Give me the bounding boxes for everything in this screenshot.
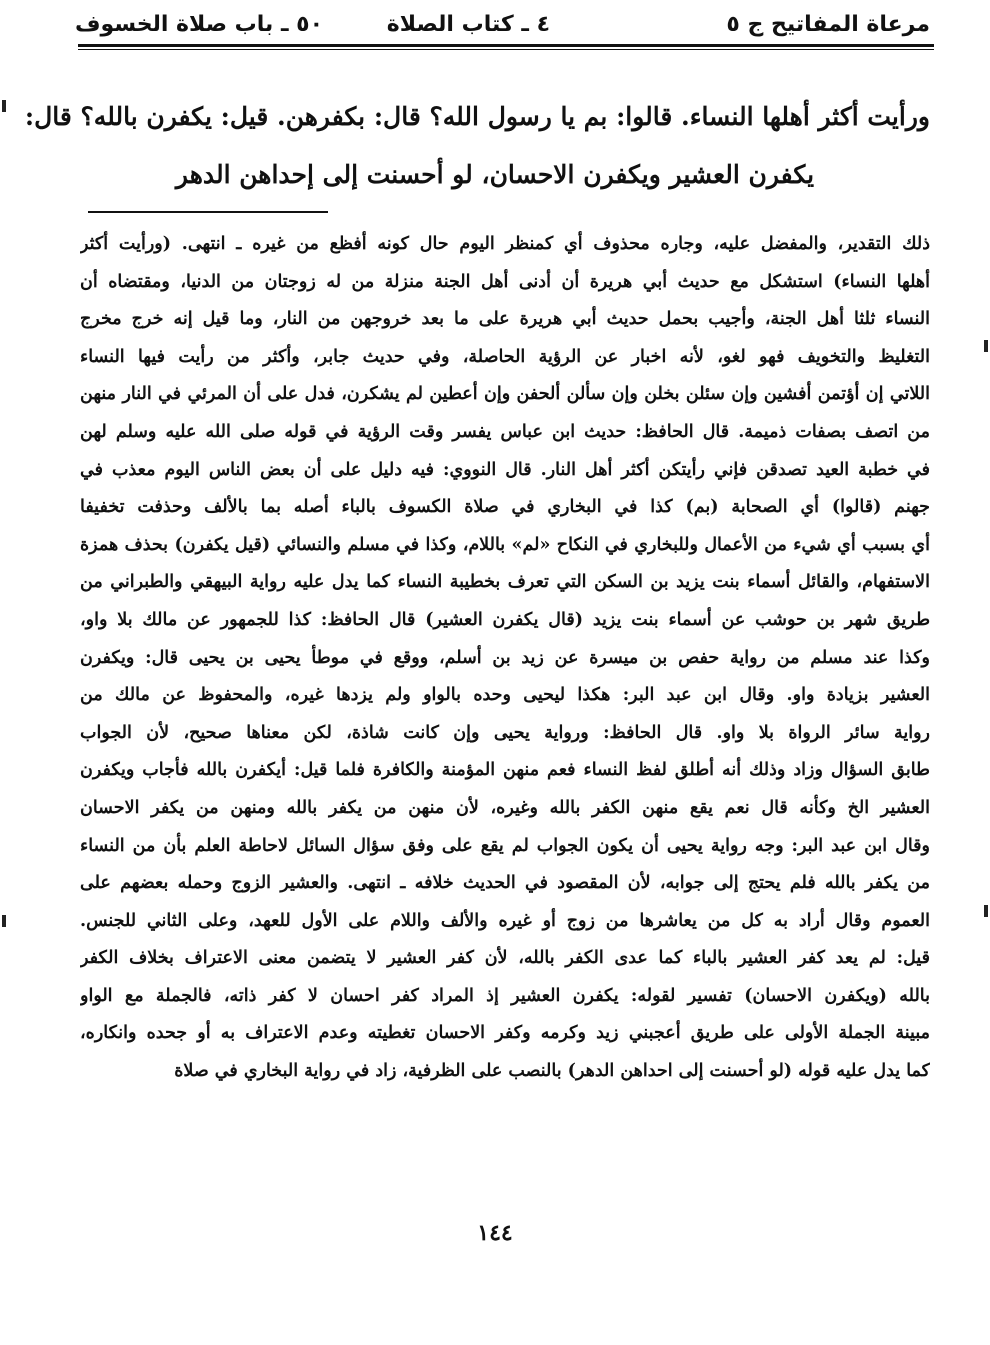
commentary-line: طريق شهر بن حوشب عن أسماء بنت يزيد (قال يكفرن العشير) قال الحافظ: كذا للجمهور عن مالك بلا واو، <box>80 609 930 630</box>
running-header <box>75 8 930 42</box>
footnote-separator <box>88 211 328 213</box>
hadith-text <box>24 88 930 204</box>
commentary-line: من اتصف بصفات ذميمة. قال الحافظ: حديث ابن عباس يفسر وقت الرؤية في قوله صلى الله عليه وسلم لهن <box>80 421 930 442</box>
hadith-line: يكفرن العشير ويكفرن الاحسان، لو أحسنت إلى إحداهن الدهر <box>175 160 815 189</box>
commentary-line: العشير الخ وكأنه قال نعم يقع منهن الكفر بالله وغيره، لأن منهن من يكفر بالله ومنهن من يكفر الاحسان <box>80 797 930 818</box>
commentary-line: مبينة الجملة الأولى على طريق أعجبني زيد وكرمه وكفر الاحسان تغطيته وعدم الاعتراف به أو جحده وانكاره، <box>80 1023 930 1044</box>
commentary-line: أهلها النساء) استشكل مع حديث أبي هريرة أن أدنى أهل الجنة منزلة من له زوجتان من الدنيا، ومقتضاه أن <box>80 271 930 292</box>
commentary-text <box>80 226 930 1091</box>
margin-mark <box>2 100 6 112</box>
margin-mark <box>984 905 988 917</box>
commentary-line: النساء ثلثا أهل الجنة، وأجيب بحمل حديث أبي هريرة على ما بعد خروجهن من النار، وما قيل إنه خرج مخرج <box>80 309 930 330</box>
hadith-line: ورأيت أكثر أهلها النساء. قالوا: بم يا رسول الله؟ قال: بكفرهن. قيل: يكفرن بالله؟ قال: <box>24 102 930 131</box>
header-rule-thin <box>78 49 934 50</box>
commentary-line: جهنم (قالوا) أي الصحابة (بم) كذا في البخاري في صلاة الكسوف بالباء أصله بما بالألف وحذفت تخفيفا <box>80 497 930 518</box>
header-book-section: ٤ ـ كتاب الصلاة <box>386 12 550 37</box>
commentary-line: اللاتي إن أؤتمن أفشين وإن سئلن بخلن وإن سألن ألحفن وإن أعطين لم يشكرن، فدل على أن المرئي في النار منهن <box>80 384 930 405</box>
header-book-volume: مرعاة المفاتيح ج ٥ <box>726 12 930 37</box>
commentary-line: رواية سائر الرواة بلا واو. قال الحافظ: ورواية يحيى وإن كانت شاذة، لكن معناها صحيح، لأن الجواب <box>80 722 930 743</box>
commentary-line: من يكفر بالله فلم يحتج إلى جوابه، لأن المقصود في الحديث خلافه ـ انتهى. والعشير الزوج وحمله بعضهم على <box>80 873 930 894</box>
commentary-line: طابق السؤال وزاد وذلك أنه أطلق لفظ النساء فعم منهن المؤمنة والكافرة فلما قيل: أيكفرن بالله فأجاب ويكفرن <box>80 760 930 781</box>
margin-mark <box>2 915 6 927</box>
page-number: ١٤٤ <box>477 1220 513 1246</box>
commentary-line: كما يدل عليه قوله (لو أحسنت إلى احداهن الدهر) بالنصب على الظرفية، زاد في رواية البخاري في صلاة <box>174 1061 930 1082</box>
commentary-line: في خطبة العيد تصدقن فإني رأيتكن أكثر أهل النار. قال النووي: فيه دليل على أن بعض الناس اليوم معذب في <box>80 459 930 480</box>
header-chapter-title: ٥٠ ـ باب صلاة الخسوف <box>75 12 323 37</box>
commentary-line: بالله (ويكفرن الاحسان) تفسير لقوله: يكفرن العشير إذ المراد كفر احسان لا كفر ذاته، فالجملة مع الواو <box>80 985 930 1006</box>
margin-mark <box>984 340 988 352</box>
header-rule-thick <box>78 44 934 47</box>
commentary-line: ذلك التقدير، والمفضل عليه، وجاره محذوف أي كمنظر اليوم حال كونه أفظع من غيره ـ انتهى. (ورأيت أكثر <box>80 234 930 254</box>
commentary-line: وكذا عند مسلم من رواية حفص بن ميسرة عن زيد بن أسلم، ووقع في موطأ يحيى بن يحيى قال: ويكفرن <box>80 647 930 668</box>
commentary-line: التغليظ والتخويف فهو لغو، لأنه اخبار عن الرؤية الحاصلة، وفي حديث جابر، وأكثر من رأيت فيها النساء <box>80 346 930 367</box>
commentary-line: العشير بزيادة واو. وقال ابن عبد البر: هكذا ليحيى وحده بالواو ولم يزدها غيره، والمحفوظ عن مالك من <box>80 685 930 706</box>
commentary-line: العموم وقال أراد به كل من يعاشرها من زوج أو غيره والألف واللام على الأول للعهد، وعلى الثاني للجنس. <box>80 910 930 931</box>
commentary-line: أي بسبب أي شيء من الأعمال وللبخاري في النكاح «لم» باللام، وكذا في مسلم والنسائي (قيل يكفرن) بحذف همزة <box>80 534 930 555</box>
commentary-line: قيل: لم يعد كفر العشير بالباء كما عدى الكفر بالله، لأن كفر العشير لا يتضمن معنى الاعتراف بخلاف الكفر <box>80 948 930 969</box>
commentary-line: وقال ابن عبد البر: وجه رواية يحيى أن يكون الجواب لم يقع على وفق سؤال السائل لاحاطة العلم بأن من النساء <box>80 835 930 856</box>
commentary-line: الاستفهام، والقائل أسماء بنت يزيد بن السكن التي تعرف بخطيبة النساء كما يدل عليه رواية البيهقي والطبراني من <box>80 572 930 593</box>
